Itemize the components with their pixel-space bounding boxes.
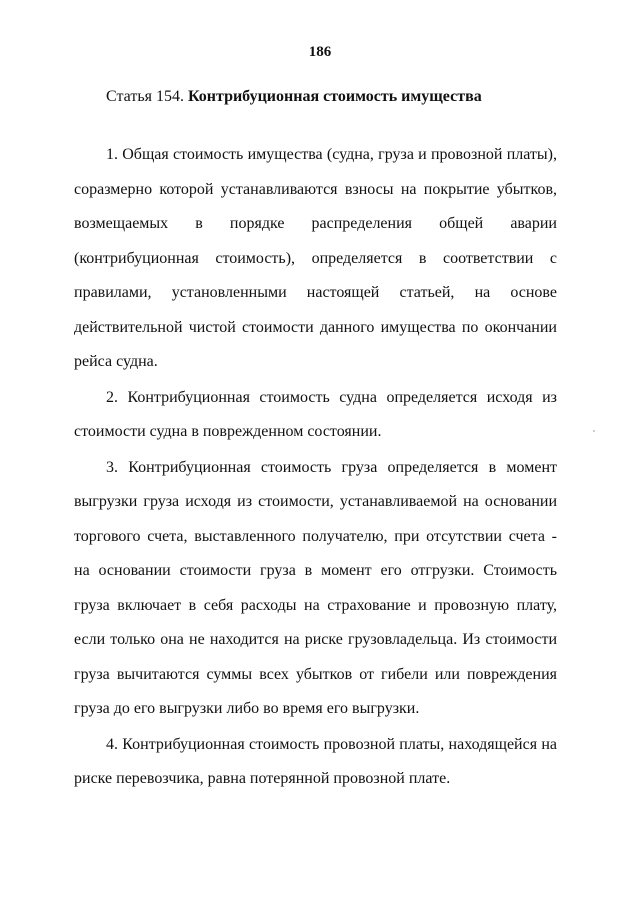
scan-speck [593,430,595,432]
paragraph-2: 2. Контрибуционная стоимость судна определяется исходя из стоимости судна в поврежденном состоянии. [74,388,557,440]
article-heading [106,88,482,106]
paragraph-4: 4. Контрибуционная стоимость провозной платы, находящейся на риске перевозчика, равна потерянной провозной плате. [74,735,557,787]
article-title: Контрибуционная стоимость имущества [187,88,482,105]
article-number-label: Статья 154. [106,88,184,105]
paragraph-1: 1. Общая стоимость имущества (судна, груза и провозной платы), соразмерно которой устанавливаются взносы на покрытие убытков, возмещаемых в порядке распределения общей аварии (контрибуционная стоимость), определяется в соответствии с правилами, установленными настоящей статьей, на основе действительной чистой стоимости данного имущества по окончании рейса судна. [74,146,557,370]
page-number: 186 [308,44,332,60]
article-body [74,138,557,797]
paragraph-3: 3. Контрибуционная стоимость груза определяется в момент выгрузки груза исходя из стоимости, устанавливаемой на основании торгового счета, выставленного получателю, при отсутствии счета - на основании стоимости груза в момент его отгрузки. Стоимость груза включает в себя расходы на страхование и провозную плату, если только она не находится на риске грузовладельца. Из стоимости груза вычитаются суммы всех убытков от гибели или повреждения груза до его выгрузки либо во время его выгрузки. [74,458,557,717]
